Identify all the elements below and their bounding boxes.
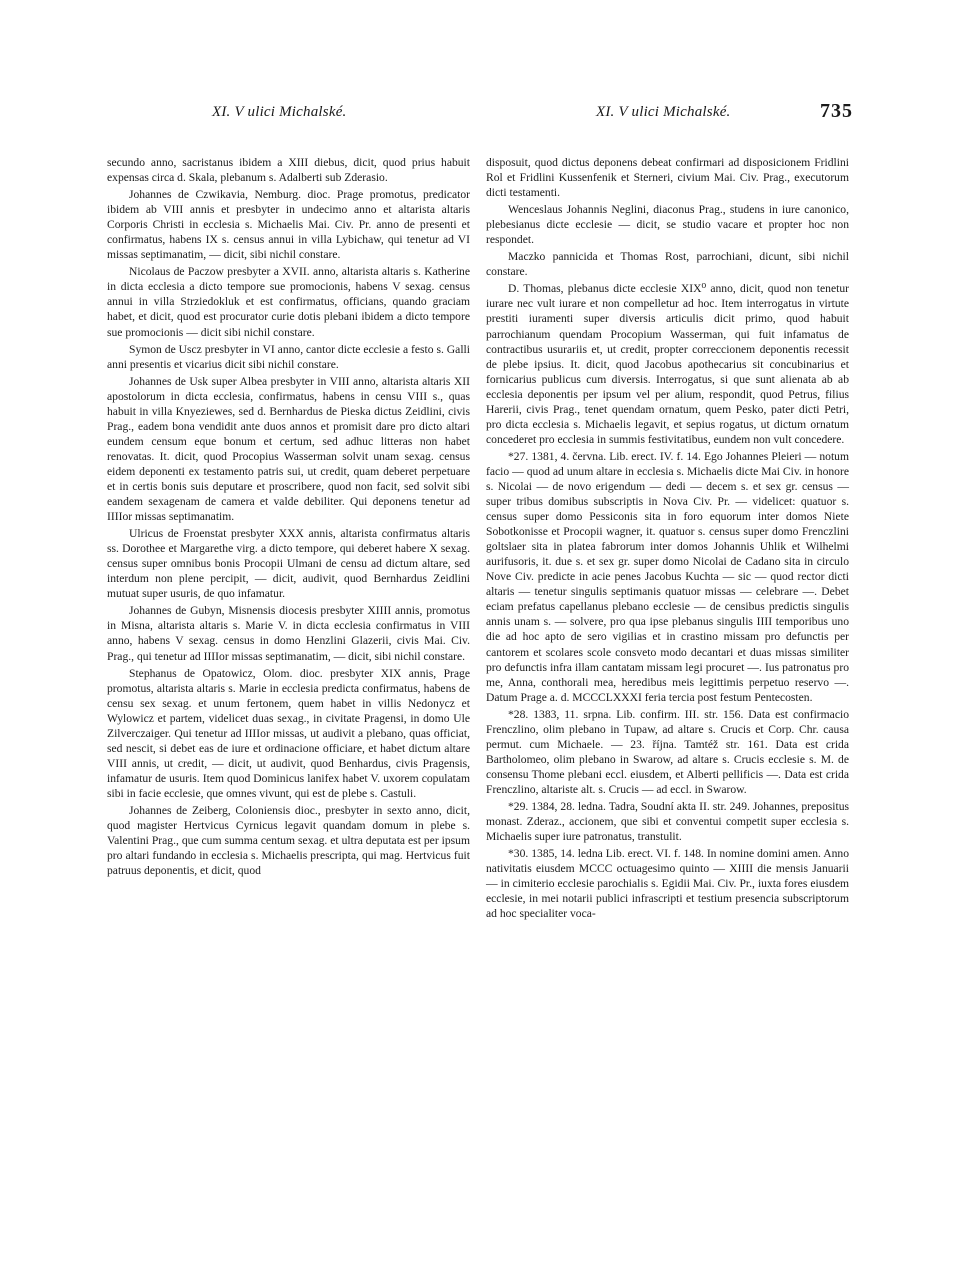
paragraph: secundo anno, sacristanus ibidem a XIII diebus, dicit, quod prius habuit expensas circa d. Skala, plebanum s. Adalberti sub Zderasio. <box>107 156 470 185</box>
running-title-left: XI. V ulici Michalské. <box>212 104 347 120</box>
paragraph: Symon de Uscz presbyter in VI anno, cantor dicte ecclesie a festo s. Galli anni presentis et vicarius dicit sibi nichil constare. <box>107 342 470 371</box>
paragraph: Ulricus de Froenstat presbyter XXX annis, altarista confirmatus altaris ss. Dorothee et Margarethe virg. a dicto tempore, qui deberet habere X sexag. census super omnibus bonis Procopii Ulmani de censu ad dictum altare, sed interdum non plene percipit, — dicit, audivit, quod Bernhardus Zeidlini mutuat super usuris, de quo infamatur. <box>107 527 470 601</box>
charter-entry-27: *27. 1381, 4. června. Lib. erect. IV. f. 14. Ego Johannes Pleieri — notum facio — quod ad unum altare in ecclesia s. Michaelis dicte Mai Civ. in honore s. Nicolai — de novo erigendum — dedi — decem s. et sex gr. census — super tribus domibus subscriptis in Nova Civ. Pr. — videlicet: quatuor s. census super domo Pessiconis sita in foro equorum inter domos Niete Sobotkonisse et Procopii wagner, it. quatuor s. census super domo Frenczlini goltslaer sita in platea fabrorum inter domos Johannis Uhlik et Wilhelmi aurifusoris, it. due s. et sex gr. super domo Nicolai de Cadano sita in circulo Nove Civ. predicte in acie penes Jacobus Kuchta — sic — quod rector dicti altaris — tenetur singulis septimanis quatuor missas — celebrare —. Debet eciam prefatus capellanus plebano ecclesie — de censibus predictis singulis annis unam s. — solvere, pro qua ipse plebanus singulis IIII temporibus uno die ad hoc apto de sero vigilias et in crastino missam pro defunctis per cantorem et scolares scole consveto modo decantari et duas missas similiter pro defunctis infra illam cantatam missam legi procuret —. Ius patronatus pro me, Anna, conthorali mea, heredibus meis legittimis perpetuo reservo —. Datum Prage a. d. MCCCLXXXI feria tercia post festum Pentecosten. <box>486 449 849 704</box>
page-number: 735 <box>820 100 853 122</box>
charter-entry-29: *29. 1384, 28. ledna. Tadra, Soudní akta II. str. 249. Johannes, prepositus monast. Zderaz., accionem, que sibi et conventui competit super ecclesia s. Michaelis super iure patronatus, transtulit. <box>486 799 849 844</box>
paragraph: Johannes de Zeiberg, Coloniensis dioc., presbyter in sexto anno, dicit, quod magister Hertvicus Cyrnicus legavit quandam domum in plebe s. Valentini Prag., que cum summa centum sexag. et ultra deputata est per ipsum pro altari fundando in ecclesia s. Michaelis prescripta, qui mag. Hertvicus fuit patruus deponentis, et dicit, quod <box>107 803 470 878</box>
paragraph: D. Thomas, plebanus dicte ecclesie XIX⁰ anno, dicit, quod non tenetur iurare nec vult iurare et non compelletur ad hoc. Item interrogatus in virtute prestiti iuramenti super diversis articulis dicit primo, quod habuit parrochianum quendam Procopium Wasserman, qui fuit infamatus de contractibus usurariis et, ut credit, propter correccionem deponentis recessit de plebe ipsius. It. dicit, quod Jacobus apothecarius sit concubinarius et fornicarius publicus cum diversis. Interrogatus, si que sunt alienata ab ab ecclesia deponentis per ipsum vel per alium, respondit, quod Petrus, filius Harerii, civis Prag., tenet quendam ornatum, quem Pesko, pater dicti Petri, pro dicta ecclesia s. Michaelis legavit, et sepius rogatus, ut dictum ornatum concederet pro ecclesia in summis festivitatibus, eundem non vult concedere. <box>486 282 849 446</box>
paragraph: Wenceslaus Johannis Neglini, diaconus Prag., studens in iure canonico, plebesianus dicte ecclesie — dicit, se studio vacare et propter hoc non respondet. <box>486 203 849 247</box>
paragraph: Johannes de Czwikavia, Nemburg. dioc. Prage promotus, predicator ibidem ab VIII annis et presbyter in undecimo anno et altarista altaris Corporis Christi in ecclesia s. Michaelis Mai. Civ. Pr. anno de presenti et confirmatus, habens IX s. census annui in villa Lybichaw, qui tenetur ad VI missas septimanatim, — dicit, sibi nichil constare. <box>107 188 470 262</box>
left-column <box>107 155 470 880</box>
paragraph: Nicolaus de Paczow presbyter a XVII. anno, altarista altaris s. Katherine in dicta ecclesia a dicto tempore sue promocionis, habens V sexag. census annui in villa Strziedokluk et est confirmatus, officians, quando graciam habet, et dicit, quod est procurator curie dotis plebani ibidem a dicto tempore sue promocionis — dicit sibi nichil constare. <box>107 265 470 339</box>
paragraph: Johannes de Gubyn, Misnensis diocesis presbyter XIIII annis, promotus in Misna, altarista altaris s. Marie V. in dicta ecclesia confirmatus in VIII anno, habens V sexag. census in domo Henzlini Glazerii, civis Mai. Civ. Prag., qui tenetur ad IIIIor missas septimanatim, — dicit, sibi nichil constare. <box>107 604 470 663</box>
right-column <box>486 155 849 923</box>
paragraph: Maczko pannicida et Thomas Rost, parrochiani, dicunt, sibi nichil constare. <box>486 250 849 279</box>
charter-entry-28: *28. 1383, 11. srpna. Lib. confirm. III. str. 156. Data est confirmacio Frenczlino, olim plebano in Tupaw, ad altare s. Crucis et Corp. Chr. causa permut. cum Michaele. — 23. října. Tamtéž str. 161. Data est crida Bartholomeo, olim plebano in Swarow, ad altare s. Crucis ecclesie s. M. de consensu Thome plebani eccl. eiusdem, et Alberti pellificis —. Data est crida Frenczlino, altariste alt. s. Crucis — ad eccl. in Swarow. <box>486 707 849 796</box>
paragraph: Stephanus de Opatowicz, Olom. dioc. presbyter XIX annis, Prage promotus, altarista altaris s. Marie in ecclesia predicta confirmatus, habens de censu sex sexag. et unum fertonem, quem habet in villis Nedonycz et Wylowicz et partem, videlicet duas sexag., in civitate Pragensi, in domo Ule Zilverczaiger. Qui tenetur ad IIIIor missas, ut audivit a plebano, quas officiat, sed nescit, si debet eas de iure et ordinacione officiare, et habet dictum altare VIII annis, ut credit, — dicit, ut audivit, quod Benhardus, civis Pragensis, infamatur de usuris. Item quod Dominicus lanifex habet V. uxorem copulatam sibi in facie ecclesie, que omnes vivunt, qui est de plebe s. Castuli. <box>107 666 470 800</box>
running-title-right: XI. V ulici Michalské. <box>596 104 731 120</box>
charter-entry-30: *30. 1385, 14. ledna Lib. erect. VI. f. 148. In nomine domini amen. Anno nativitatis eiusdem MCCC octuagesimo quinto — XIIII die mensis Januarii — in cimiterio ecclesie parochialis s. Egidii Mai. Civ. Pr., iuxta fores eiusdem ecclesie, in mei notarii publici infrascripti et testium presencia subscriptorum ad hoc specialiter voca- <box>486 847 849 921</box>
paragraph: Johannes de Usk super Albea presbyter in VIII anno, altarista altaris XII apostolorum in dicta ecclesia, confirmatus, habens in censu VIII s., quas habuit in villa Knyeziewes, sed d. Bernhardus de Pieska dictus Zeidlini, civis Prag., eadem bona vendidit ante duos annos et promisit dare pro dicto altari eundem censum eque bonum et certum, sed adhuc litteras non habet renovatas. It. dicit, quod Procopius Wasserman solvit unam sexag. census eidem deponenti ex testamento patris sui, ut credit, quam deberet perpetuare et in certis bonis suis deputare et proscribere, quod non facit, sed solvit sibi eandem sexagenam de camera et valde debiliter. Qui deponens tenetur ad IIIIor missas septimanatim. <box>107 374 470 524</box>
paragraph: disposuit, quod dictus deponens debeat confirmari ad disposicionem Fridlini Rol et Fridlini Kussenfenik et Sterneri, civium Mai. Civ. Prag., executorum dicti testamenti. <box>486 156 849 200</box>
